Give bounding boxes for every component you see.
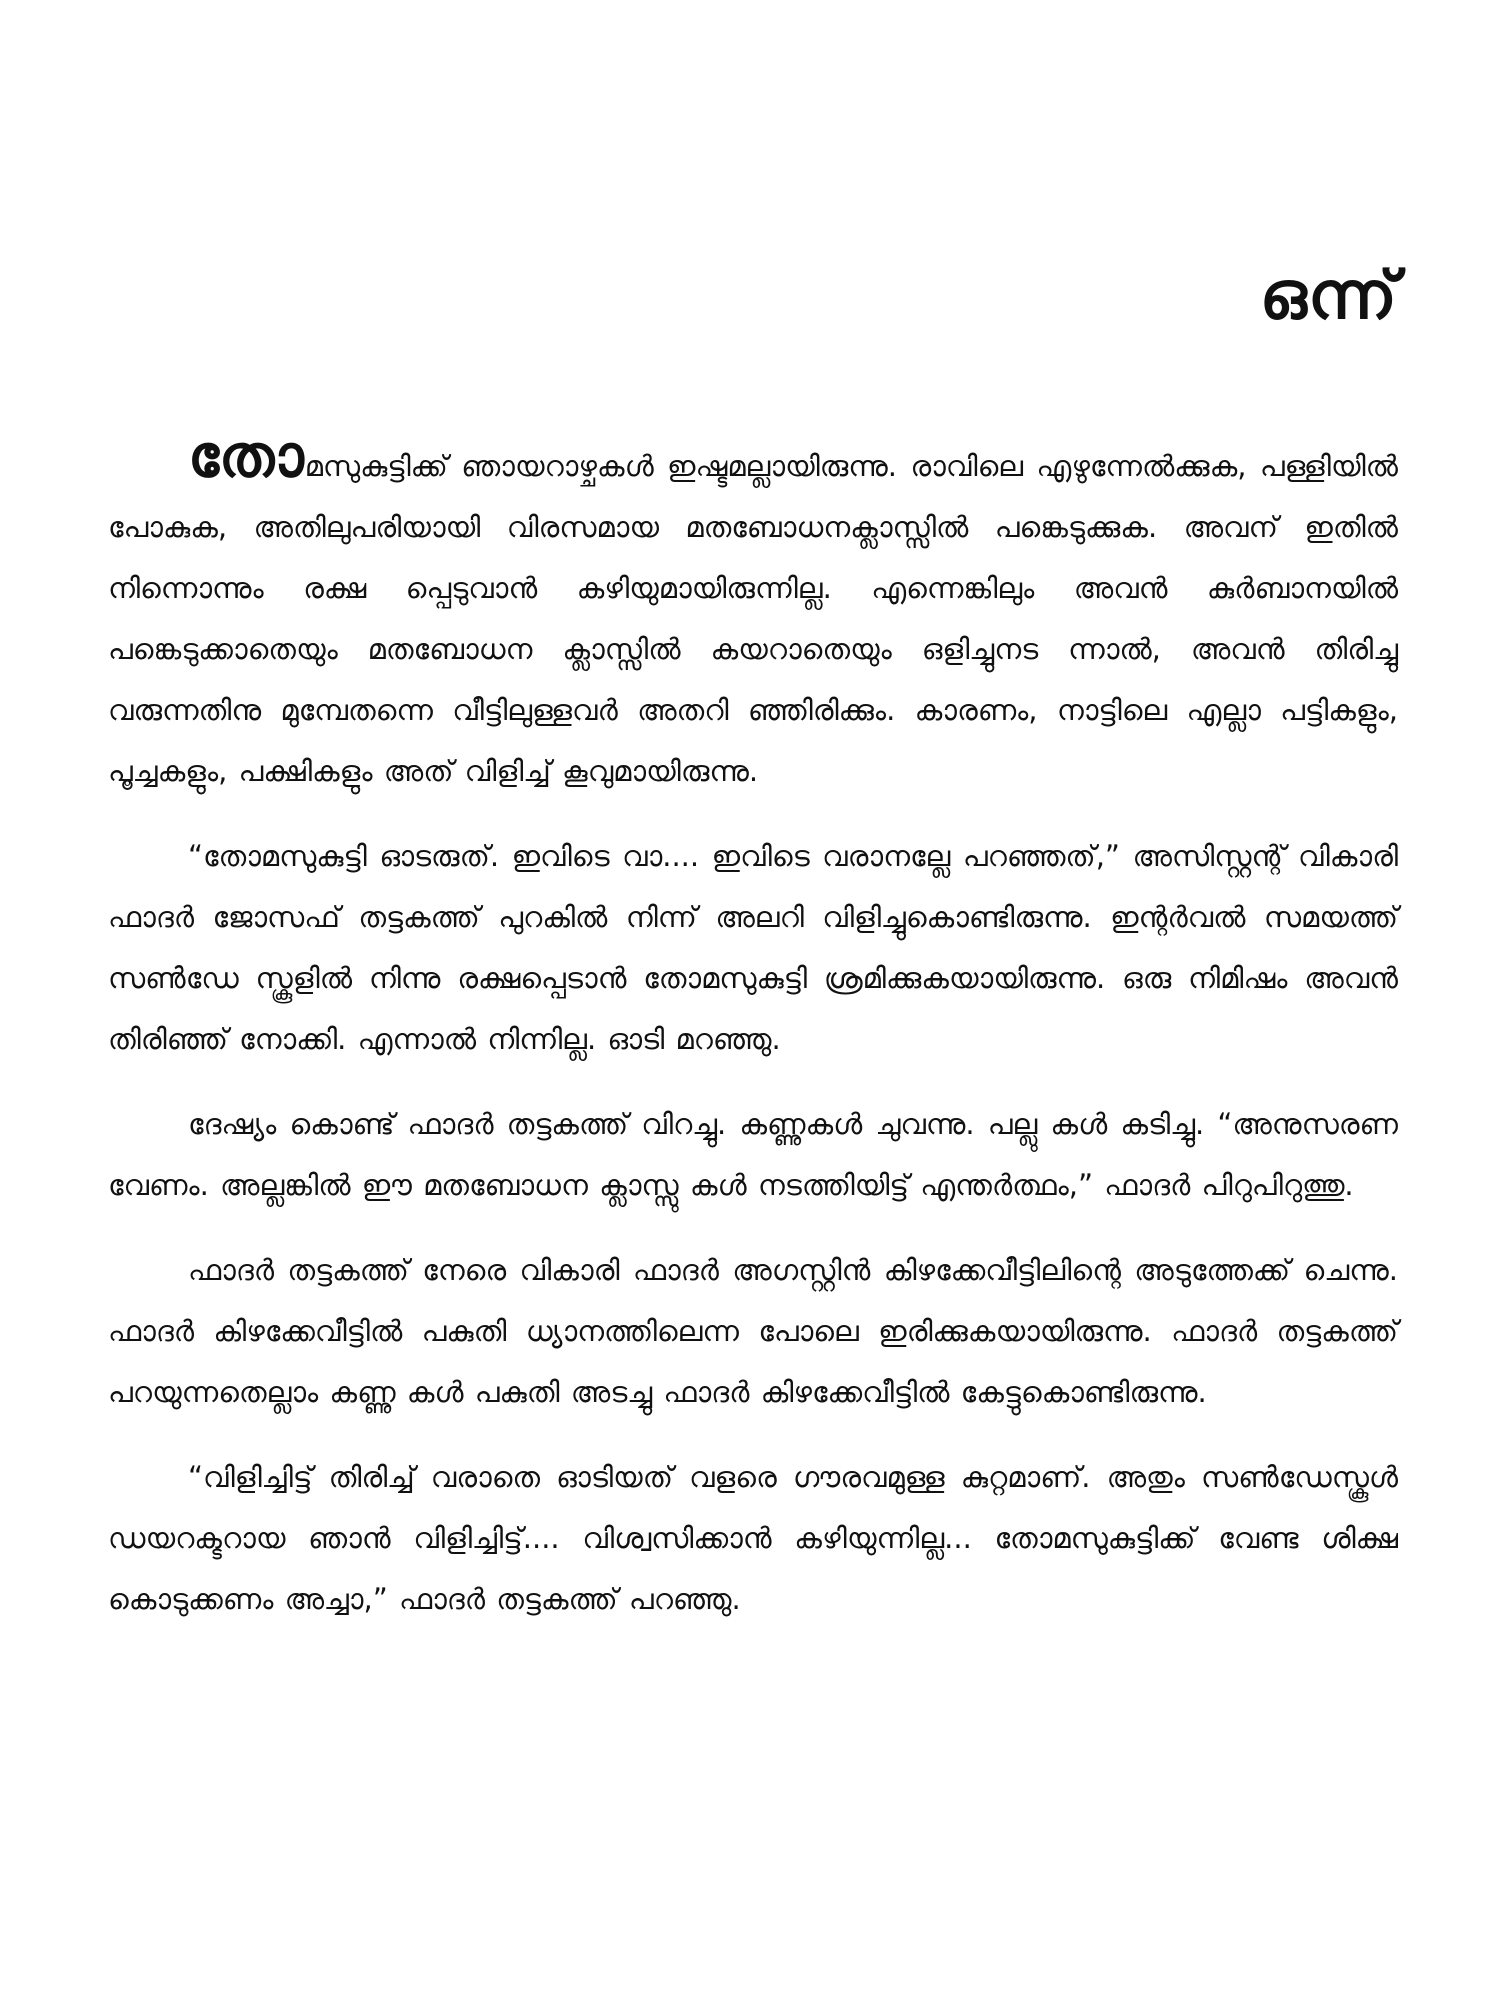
chapter-body — [108, 422, 1398, 1654]
paragraph-5: “വിളിച്ചിട്ട് തിരിച്ച് വരാതെ ഓടിയത് വളരെ ഗൗരവമുള്ള കുറ്റമാണ്. അതും സൺഡേസ്കൂൾ ഡയറക്ടറായ ഞാൻ വിളിച്ചിട്ട്.... വിശ്വസിക്കാൻ കഴിയുന്നില്ല... തോമസുകുട്ടിക്ക് വേണ്ട ശിക്ഷ കൊടുക്കണം അച്ചാ,” ഫാദർ തട്ടകത്ത് പറഞ്ഞു. — [108, 1460, 1398, 1616]
paragraph-4: ഫാദർ തട്ടകത്ത് നേരെ വികാരി ഫാദർ അഗസ്റ്റിൻ കിഴക്കേവീട്ടിലിന്റെ അടുത്തേക്ക് ചെന്നു. ഫാദർ കിഴക്കേവീട്ടിൽ പകുതി ധ്യാനത്തിലെന്ന പോലെ ഇരിക്കുകയായിരുന്നു. ഫാദർ തട്ടകത്ത് പറയുന്നതെല്ലാം കണ്ണു കൾ പകുതി അടച്ചു ഫാദർ കിഴക്കേവീട്ടിൽ കേട്ടുകൊണ്ടിരുന്നു. — [108, 1253, 1398, 1409]
book-page — [108, 0, 1398, 2000]
paragraph-1-text: മസുകുട്ടിക്ക് ഞായറാഴ്ചകൾ ഇഷ്ടമല്ലായിരുന്നു. രാവിലെ എഴുന്നേൽക്കുക, പള്ളിയിൽ പോകുക, അതിലുപരിയായി വിരസമായ മതബോധനക്ലാസ്സിൽ പങ്കെടുക്കുക. അവന് ഇതിൽ നിന്നൊന്നും രക്ഷ പ്പെടുവാൻ കഴിയുമായിരുന്നില്ല. എന്നെങ്കിലും അവൻ കുർബാനയിൽ പങ്കെടുക്കാതെയും മതബോധന ക്ലാസ്സിൽ കയറാതെയും ഒളിച്ചുനട ന്നാൽ, അവൻ തിരിച്ചു വരുന്നതിനു മുമ്പേതന്നെ വീട്ടിലുള്ളവർ അതറി ഞ്ഞിരിക്കും. കാരണം, നാട്ടിലെ എല്ലാ പട്ടികളും, പൂച്ചകളും, പക്ഷികളും അത് വിളിച്ച് കൂവുമായിരുന്നു. — [108, 449, 1398, 788]
paragraph-1 — [108, 422, 1398, 802]
drop-cap: തോ — [188, 422, 305, 490]
chapter-heading: ഒന്ന് — [1259, 256, 1398, 334]
paragraph-2: “തോമസുകുട്ടി ഓടരുത്. ഇവിടെ വാ.... ഇവിടെ വരാനല്ലേ പറഞ്ഞത്,” അസിസ്റ്റന്റ് വികാരി ഫാദർ ജോസഫ് തട്ടകത്ത് പുറകിൽ നിന്ന് അലറി വിളിച്ചുകൊണ്ടിരുന്നു. ഇന്റർവൽ സമയത്ത് സൺഡേ സ്കൂളിൽ നിന്നു രക്ഷപ്പെടാൻ തോമസുകുട്ടി ശ്രമിക്കുകയായിരുന്നു. ഒരു നിമിഷം അവൻ തിരിഞ്ഞ് നോക്കി. എന്നാൽ നിന്നില്ല. ഓടി മറഞ്ഞു. — [108, 839, 1398, 1056]
paragraph-3: ദേഷ്യം കൊണ്ട് ഫാദർ തട്ടകത്ത് വിറച്ചു. കണ്ണുകൾ ചുവന്നു. പല്ലു കൾ കടിച്ചു. “അനുസരണ വേണം. അല്ലങ്കിൽ ഈ മതബോധന ക്ലാസ്സു കൾ നടത്തിയിട്ട് എന്തർത്ഥം,” ഫാദർ പിറുപിറുത്തു. — [108, 1107, 1398, 1202]
